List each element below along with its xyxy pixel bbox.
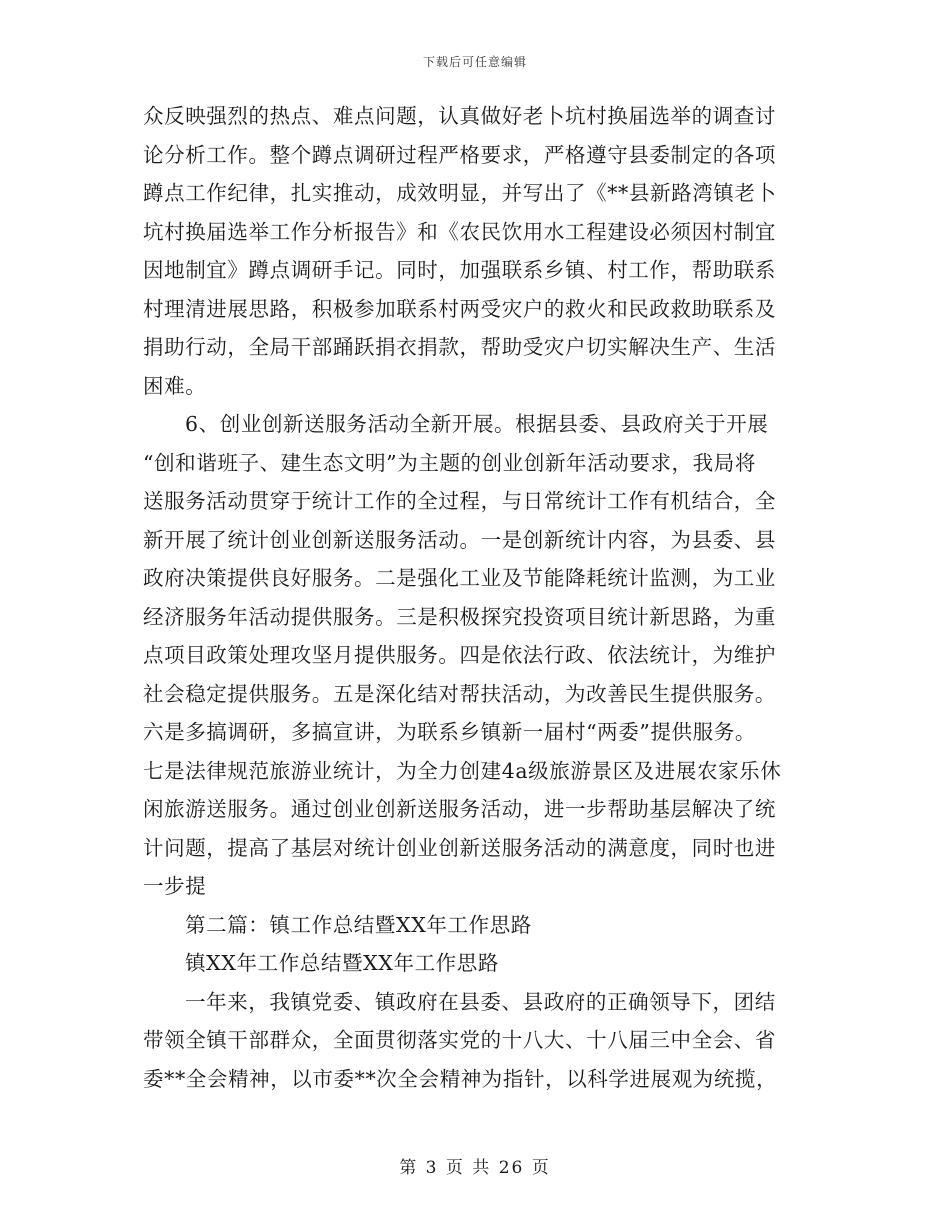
text-line: 第二篇：镇工作总结暨XX年工作思路 (185, 912, 532, 937)
text-line: 众反映强烈的热点、难点问题，认真做好老卜坑村换届选举的调查讨 (143, 104, 776, 128)
text-line: 七是法律规范旅游业统计，为全力创建4a级旅游景区及进展农家乐休 (143, 758, 782, 783)
text-line: 6、创业创新送服务活动全新开展。根据县委、县政府关于开展 (185, 412, 769, 436)
text-line: 带领全镇干部群众，全面贯彻落实党的十八大、十八届三中全会、省 (143, 1028, 776, 1052)
text-line: 蹲点工作纪律，扎实推动，成效明显，并写出了《**县新路湾镇老卜 (143, 181, 777, 205)
text-line: 一步提 (143, 874, 207, 898)
text-line: 新开展了统计创业创新送服务活动。一是创新统计内容，为县委、县 (143, 527, 776, 552)
text-line: 镇XX年工作总结暨XX年工作思路 (185, 951, 499, 975)
text-line: 委**全会精神，以市委**次全会精神为指针，以科学进展观为统揽， (143, 1066, 778, 1091)
text-line: 闲旅游送服务。通过创业创新送服务活动，进一步帮助基层解决了统 (143, 797, 776, 821)
text-line: 论分析工作。整个蹲点调研过程严格要求，严格遵守县委制定的各项 (143, 142, 776, 167)
text-line: 因地制宜》蹲点调研手记。同时，加强联系乡镇、村工作，帮助联系 (143, 258, 776, 282)
text-line: 困难。 (143, 373, 207, 398)
text-line: 送服务活动贯穿于统计工作的全过程，与日常统计工作有机结合，全 (143, 489, 776, 513)
text-line: 坑村换届选举工作分析报告》和《农民饮用水工程建设必须因村制宜 (143, 219, 776, 244)
text-line: “创和谐班子、建生态文明”为主题的创业创新年活动要求，我局将 (143, 450, 756, 475)
text-line: 点项目政策处理攻坚月提供服务。四是依法行政、依法统计，为维护 (143, 643, 776, 667)
page-number-footer: 第 3 页 共 26 页 (399, 1158, 551, 1178)
text-line: 政府决策提供良好服务。二是强化工业及节能降耗统计监测，为工业 (143, 566, 776, 590)
page-header: 下载后可任意编辑 (422, 55, 527, 69)
text-line: 计问题，提高了基层对统计创业创新送服务活动的满意度，同时也进 (143, 835, 776, 860)
text-line: 六是多搞调研，多搞宣讲，为联系乡镇新一届村“两委”提供服务。 (143, 720, 756, 744)
text-line: 一年来，我镇党委、镇政府在县委、县政府的正确领导下，团结 (185, 989, 776, 1014)
text-line: 社会稳定提供服务。五是深化结对帮扶活动，为改善民生提供服务。 (143, 681, 776, 706)
text-line: 村理清进展思路，积极参加联系村两受灾户的救火和民政救助联系及 (143, 296, 776, 321)
text-line: 捐助行动，全局干部踊跃捐衣捐款，帮助受灾户切实解决生产、生活 (143, 335, 776, 359)
text-line: 经济服务年活动提供服务。三是积极探究投资项目统计新思路，为重 (143, 604, 776, 629)
document-body (143, 97, 803, 1098)
